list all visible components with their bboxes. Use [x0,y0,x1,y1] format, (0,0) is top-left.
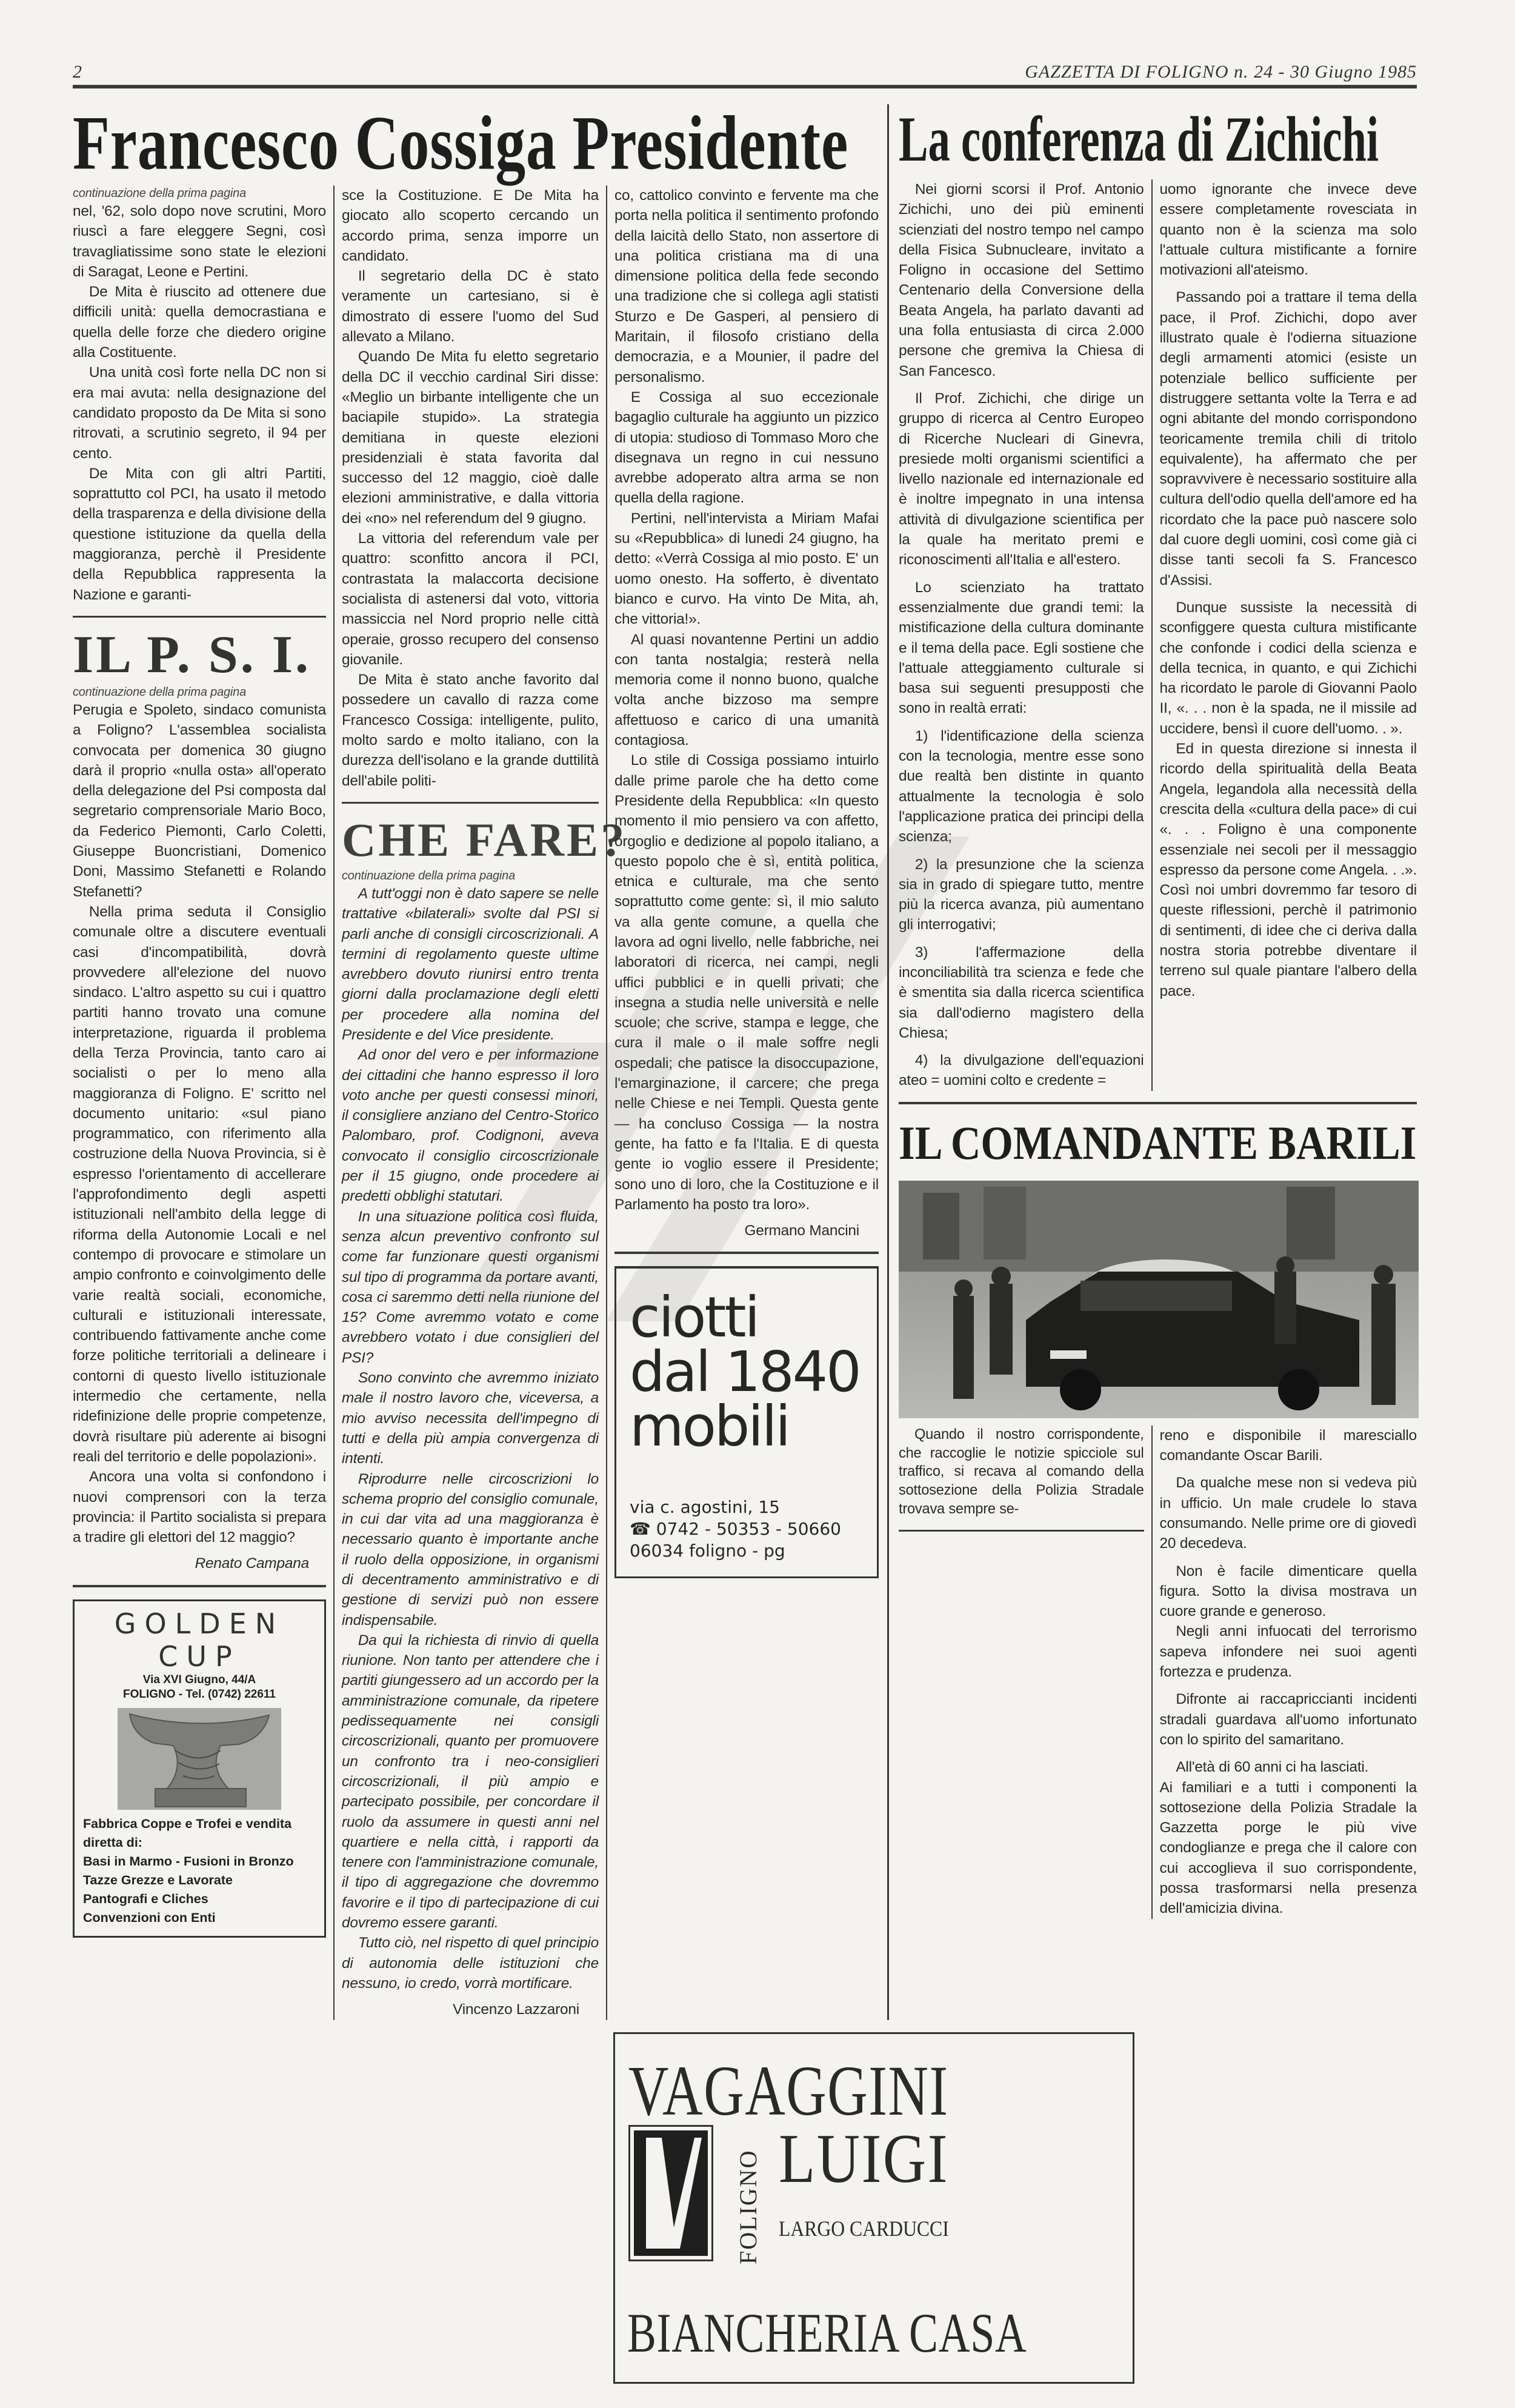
paragraph: De Mita è riuscito ad ottenere due difficili unità: quella democrastiana e quella delle forze che diedero origine alla Costituente. [73,284,326,361]
ad-phone: FOLIGNO - Tel. (0742) 22611 [122,1687,276,1701]
hearse-photo-icon [899,1181,1419,1418]
paragraph: Il Prof. Zichichi, che dirige un gruppo di ricerca al Centro Europeo di Ricerche Nucleari di Ginevra, presiede molti organismi scientifici a livello nazionale ed internazionale ed è inoltre impegnato in una intensa attività di divulgazione scientifica per la quale ha meritato premi e riconoscimenti all'Italia e all'estero. [899,390,1144,569]
section-rule [73,616,326,618]
paragraph: All'età di 60 anni ci ha lasciati. [1176,1759,1369,1776]
barili-column-1 [899,1426,1144,1519]
ad-brand-year: dal 1840 [630,1339,860,1405]
bottom-spacer [73,2020,613,2384]
paragraph: Nella prima seduta il Consiglio comunale oltre a discutere eventuali casi d'incompatibilità, dovrà provvedere all'elezione del nuovo sindaco. L'altro aspetto su cui i quattro partiti hanno trovato una comune interpretazione, riguarda il problema della Terza Provincia, tanto caro ai socialisti o per lo meno alla maggioranza di Foligno. E' scritto nel documento unitario: «sul piano programmatico, con riferimento alla costruzione della Nuova Provincia, si è espresso l'orientamento di accellerare l'approfondimento degli aspetti istituzionali nell'ambito della legge di riforma della Autonomie Locali e nel contempo di provocare e stimolare un ampio confronto e coinvolgimento delle varie realtà sociali, economiche, culturali e istituzionali interessate, contribuendo fattivamente anche come forze politiche territoriali a delineare i contorni di questo livello istituzionale intermedio che certamente, nella ridefinizione delle proprie competenze, dovrà risultare più aderente ai bisogni reali del territorio e delle popolazioni». [73,903,326,1465]
column-3-stack [606,185,879,2020]
kicker: continuazione della prima pagina [73,685,247,699]
barili-column-2 [1151,1426,1417,1919]
paragraph: Difronte ai raccapriccianti incidenti stradali guardava all'uomo infortunato con lo spirito del samaritano. [1159,1691,1417,1748]
ad-line: Basi in Marmo - Fusioni in Bronzo [83,1853,294,1869]
paragraph: Nei giorni scorsi il Prof. Antonio Zichichi, uno dei più eminenti scienziati del nostro tempo nel campo della Fisica Subnucleare, invitato a Foligno in occasione del Settimo Centenario della Conversione della Beata Angela, ha parlato davanti ad una folla entusiasta di circa 2.000 persone che gremiva la Chiesa di San Fancesco. [899,181,1144,379]
zichichi-column-2 [1151,179,1417,1091]
section-rule [899,1102,1417,1104]
byline: Vincenzo Lazzaroni [453,2001,579,2018]
paragraph: uomo ignorante che invece deve essere completamente rovesciata in quanto non è la scienza ma solo l'attuale cultura mistificante a fornire motivazioni all'ateismo. [1159,181,1417,279]
ad-brand-first-name: LUIGI [779,2120,950,2198]
paragraph: co, cattolico convinto e fervente ma che porta nella politica il sentimento profondo della laicità dello Stato, non assertore di una politica cristiana ma di una dimensione politica della fede secondo una tradizione che si collega agli statisti Sturzo e De Gasperi, al pensiero di Maritain, il filosofo cristiano della democrazia, e a Mounier, il padre del personalismo. [614,187,879,385]
paragraph: Pertini, nell'intervista a Miriam Mafai su «Repubblica» di lunedi 24 giugno, ha detto: «Verrà Cossiga al mio posto. E' un uomo onesto. Ha sofferto, è diventato bianco e curvo. Ha vinto De Mita, ah, che vittoria!». [614,510,879,628]
paragraph: 3) l'affermazione della inconciliabilità tra scienza e fede che è smentita sia dalla ricerca scientifica sia dall'odierno magistero della Chiesa; [899,944,1144,1041]
paragraph: Ed in questa direzione si innesta il ricordo della spiritualità della Beata Angela, legandola alla necessità della crescita della «cultura della pace» di cui «. . . Foligno è una componente essenziale nei secoli per il messaggio espresso da persone come Angela. . .». Così noi umbri dovremmo far tesoro di queste riflessioni, perchè il patrimonio di sentimenti, di idee che ci deriva dalla nostra storia potrebbe diventare il terreno sul quale piantare l'albero della pace. [1159,741,1417,999]
ad-city: 06034 foligno - pg [630,1541,785,1561]
left-section [73,101,879,2020]
ad-address: LARGO CARDUCCI [779,2216,949,2241]
section-rule [342,802,599,804]
paragraph: La vittoria del referendum vale per quattro: sconfitto ancora il PCI, contrastata la malaccorta decisione socialista di astenersi dal voto, vittoria massiccia nel Nord proprio nelle città operaie, grosso recupero del consenso giovanile. [342,530,599,668]
masthead: GAZZETTA DI FOLIGNO n. 24 - 30 Giugno 1985 [1025,62,1417,82]
barili-columns [899,1426,1417,1919]
zichichi-column-1 [899,179,1151,1091]
ad-spacer [630,1454,864,1496]
ad-lines [83,1815,316,1927]
section-rule [614,1252,879,1254]
paragraph: Quando De Mita fu eletto segretario della DC il vecchio cardinal Siri disse: «Meglio un birbante intelligente che un baciapile stupido». La strategia demitiana in queste elezioni presidenziali è stata favorita dal successo del 12 maggio, cioè dalle elezioni amministrative, e dalla vittoria dei «no» nel referendum del 9 giugno. [342,349,599,527]
ad-line: Tazze Grezze e Lavorate [83,1872,233,1887]
headline-barili: IL COMANDANTE BARILI [899,1116,1417,1169]
phone-icon: ☎ [630,1519,656,1539]
section-rule [73,1585,326,1587]
ad-address: Via XVI Giugno, 44/A [142,1673,256,1686]
paragraph: Riprodurre nelle circoscrizioni lo schema proprio del consiglio comunale, in cui dar vita ad una maggioranza è necessario quanto è importante anche il ruolo della opposizione, in organismi di decentramento amministrativo e di gestione di servizi può non essere indispensabile. [342,1470,599,1629]
trophy-icon [118,1708,281,1810]
ad-vaggini [613,2032,1134,2384]
ad-city: FOLIGNO [734,2149,762,2264]
ad-line: Convenzioni con Enti [83,1910,216,1925]
paragraph: nel, '62, solo dopo nove scrutini, Moro riuscì a fare eleggere Segni, così travagliatissime sono state le elezioni di Saragat, Leone e Pertini. [73,203,326,280]
bottom-row [73,2020,1417,2384]
paragraph: Quando il nostro corrispondente, che raccoglie le notizie spicciole sul traffico, si recava al comando della sottosezione della Polizia Stradale trovava sempre se- [899,1426,1144,1517]
barili-left-stack [899,1426,1151,1919]
page-number: 2 [73,62,82,82]
v-logo-icon [634,2130,708,2256]
paragraph: Lo stile di Cossiga possiamo intuirlo dalle prime parole che ha detto come Presidente della Repubblica: «In questo momento il mio pensiero va con affetto, orgoglio e dedizione al popolo italiano, a questo popolo che è sì, entità politica, etnica e culturale, ma che sento soprattutto come gente: sì, il mio saluto va alla gente comune, a quella che lavora ad ogni livello, nelle fabbriche, nei laboratori di ricerca, nei campi, negli uffici pubblici e in quelli privati; che insegna a studia nelle università e nelle scuole; che scrive, stampa e legge, che cura il male o il male soffre negli ospedali; che patisce la disoccupazione, l'emarginazione, il carcere; che prega nelle Chiese e nei Templi. Questa gente — ha concluso Cossiga — la nostra gente, ha fatto e fa l'Italia. E di questa gente io voglio essere il Presidente; sono uno di loro, che la Costituzione e il Parlamento ha posto tra loro». [614,752,879,1213]
paragraph: De Mita con gli altri Partiti, soprattutto col PCI, ha usato il metodo della trasparenza e della divisione della questione istituzione da quella della maggioranza, perchè il Presidente della Repubblica rappresenta la Nazione e garanti- [73,465,326,603]
paragraph: Il segretario della DC è stato veramente un cartesiano, si è dimostrato di essere l'uomo del Sud allevato a Milano. [342,268,599,345]
paragraph: 4) la divulgazione dell'equazioni ateo = uomini colto e credente = [899,1052,1144,1089]
paragraph: Sono convinto che avremmo iniziato male il nostro lavoro che, viceversa, a mio avviso necessita dell'impegno di tutti e della più ampia convergenza di intenti. [342,1370,599,1467]
paragraph: Tutto ciò, nel rispetto di quel principio di autonomia delle istituzioni che nessuno, io credo, vorrà mortificare. [342,1935,599,1992]
ad-ciotti [614,1266,879,1578]
paragraph: 1) l'identificazione della scienza con la tecnologia, mentre esse sono due realtà ben distinte in quanto attualmente la tecnologia è solo l'applicazione pratica dei principi della scienza; [899,727,1144,845]
headline-psi: IL P. S. I. [73,625,311,684]
page-body [73,101,1417,2020]
column-1-stack [73,185,333,2020]
paragraph: Ancora una volta si confondono i nuovi comprensori con la terza provincia: il Partito socialista si prepara a tradire gli elettori del 12 maggio? [73,1469,326,1546]
ad-brand: VAGAGGINI [628,2050,949,2130]
right-section [887,104,1417,2020]
paragraph: Perugia e Spoleto, sindaco comunista a Foligno? L'assemblea socialista convocata per domenica 30 giugno darà il proprio «nulla osta» all'operato della delegazione del Psi composta dal segretario comprensoriale Mario Boco, da Federico Piemonti, Carlo Coletti, Giuseppe Buoncristiani, Domenico Doni, Massimo Stefanetti e Rolando Stefanetti? [73,701,326,900]
zichichi-columns [899,179,1417,1091]
paragraph: Una unità così forte nella DC non si era mai avuta: nella designazione del candidato proposto da De Mita si sono ritrovati, a scrutinio segreto, il 94 per cento. [73,364,326,462]
ad-brand-product: mobili [630,1394,789,1459]
ad-phone [630,1518,864,1540]
trophy-image [118,1708,281,1810]
ad-phone-number: 0742 - 50353 - 50660 [656,1519,841,1539]
ad-brand: ciotti [630,1285,759,1350]
paragraph: In una situazione politica così fluida, senza alcun preventivo confronto sul come far funzionare questi organismi sul tipo di programma da portare avanti, cosa ci saremmo detti nella riunione del 15? Come avremmo votato e come avrebbero votato i due consiglieri del PSI? [342,1208,599,1366]
kicker: continuazione della prima pagina [73,187,247,200]
cossiga-column-2 [342,185,599,791]
paragraph: Da qualche mese non si vedeva più in ufficio. Un male crudele lo stava consumando. Nelle prime ore di giovedì 20 decedeva. [1159,1475,1417,1552]
psi-column [73,684,326,1574]
paragraph: Ad onor del vero e per informazione dei cittadini che hanno espresso il loro voto anche per questi consessi minori, il consigliere anziano del Centro-Storico Palombaro, prof. Codignoni, aveva convocato il consiglio circoscrizionale per il 15 giugno, onde procedere ai predetti obblighi statutari. [342,1047,599,1205]
headline-zichichi: La conferenza di Zichichi [899,103,1379,175]
byline: Germano Mancini [744,1222,859,1239]
paragraph: Lo scienziato ha trattato essenzialmente due grandi temi: la mistificazione della cultura dominante e il tema della pace. Egli sostiene che l'attuale atteggiamento culturale si basa sui seguenti presupposti che sono in realtà errati: [899,579,1144,717]
paragraph: sce la Costituzione. E De Mita ha giocato allo scoperto cercando un accordo prima, senza imporre un candidato. [342,187,599,264]
headline-cossiga: Francesco Cossiga Presidente [73,101,849,187]
section-rule [899,1530,1144,1532]
cossiga-column-3 [614,185,879,1241]
paragraph: Dunque sussiste la necessità di sconfiggere questa cultura mistificante che confonde i codici della scienza e della tecnica, in quanto, e qui Zichichi ha ricordato le parole di Giovanni Paolo II, «. . . non è la spada, ne il missile ad uccidere, bensì il cuore dell'uomo. . ». [1159,599,1417,737]
ad-logo [628,2125,713,2261]
ad-line: Fabbrica Coppe e Trofei e vendita diretta di: [83,1816,292,1850]
ad-title: GOLDEN CUP [114,1607,285,1673]
paragraph: A tutt'oggi non è dato sapere se nelle trattative «bilaterali» svolte dal PSI si parli anche di consigli circoscrizionali. A termini di regolamento queste ultime avrebbero dovuto riunirsi entro trenta giorni dalla proclamazione degli eletti per procedere alla nomina del Presidente e del Vice presidente. [342,885,599,1043]
cossiga-column-1 [73,185,326,605]
masthead-rule [73,85,1417,88]
paragraph: Negli anni infuocati del terrorismo sapeva infondere nei suoi agenti fortezza e prudenza. [1159,1623,1417,1681]
paragraph: Ai familiari e a tutti i componenti la sottosezione della Polizia Stradale la Gazzetta porge le più vive condoglianze e prega che il calore con cui accoglieva il suo corrispondente, possa trasformarsi nella presenza dell'amicizia divina. [1159,1779,1417,1917]
kicker: continuazione della prima pagina [342,869,516,882]
ad-address: via c. agostini, 15 [630,1497,780,1518]
ad-tagline: BIANCHERIA CASA [627,2301,1027,2364]
ad-golden-cup [73,1599,326,1938]
paragraph: Passando poi a trattare il tema della pace, il Prof. Zichichi, dopo aver illustrato quale è l'odierna situazione degli armamenti atomici (esiste un potenziale bellico sufficiente per distruggere settanta volte la Terra e ad ogni abitante del mondo corrispondono teoricamente tremila chili di tritolo equivalente), ha affermato che per sopravvivere è necessario sostituire alla cultura dell'odio quella dell'amore ed ha ricordato che la pace può nascere solo dal cuore degli uomini, così come già ci disse tanti secoli fa S. Francesco d'Assisi. [1159,289,1417,589]
paragraph: 2) la presunzione che la scienza sia in grado di spiegare tutto, mentre più la ricerca avanza, più aumentano gli interrogativi; [899,856,1144,933]
paragraph: De Mita è stato anche favorito dal possedere un cavallo di razza come Francesco Cossiga: intelligente, pulito, molto sardo e molto italiano, con la durezza dell'isolano e la grande duttilità dell'abile politi- [342,672,599,789]
ad-line: Pantografi e Cliches [83,1891,208,1906]
headline-che-fare: CHE FARE? [342,813,627,866]
page-header [73,56,1417,82]
funeral-photo [899,1181,1419,1418]
paragraph: Da qui la richiesta di rinvio di quella riunione. Non tanto per attendere che i partiti giungessero ad un accordo per la amministrazione comunale, da ripetere pedissequamente nei consigli circoscrizionali, quanto per promuovere un confronto tra i neo-consiglieri circoscrizionali, il più ampio e partecipato possibile, per concordare il ruolo da assumere in questi anni nel quartiere e nella città, i rapporti da tenere con l'amministrazione comunale, il tipo di aggregazione che dovremmo favorire e il tipo di partecipazione di cui dovremo essere garanti. [342,1632,599,1932]
paragraph: Al quasi novantenne Pertini un addio con tanta nostalgia; resterà nella memoria come il nonno buono, qualche volta anche bizzoso ma sempre affettuoso e carico di una umanità contagiosa. [614,631,879,749]
cossiga-columns [73,185,879,2020]
paragraph: E Cossiga al suo eccezionale bagaglio culturale ha aggiunto un pizzico di utopia: studioso di Tommaso Moro che disegnava un regno in cui nessuno avrebbe adoperato altra arma se non quella della ragione. [614,389,879,507]
byline: Renato Campana [195,1555,309,1572]
paragraph: Non è facile dimenticare quella figura. Sotto la divisa mostrava un cuore grande e generoso. [1159,1563,1417,1620]
column-2-stack [333,185,627,2020]
paragraph: reno e disponibile il maresciallo comandante Oscar Barili. [1159,1427,1417,1464]
che-fare-column [342,868,599,2020]
